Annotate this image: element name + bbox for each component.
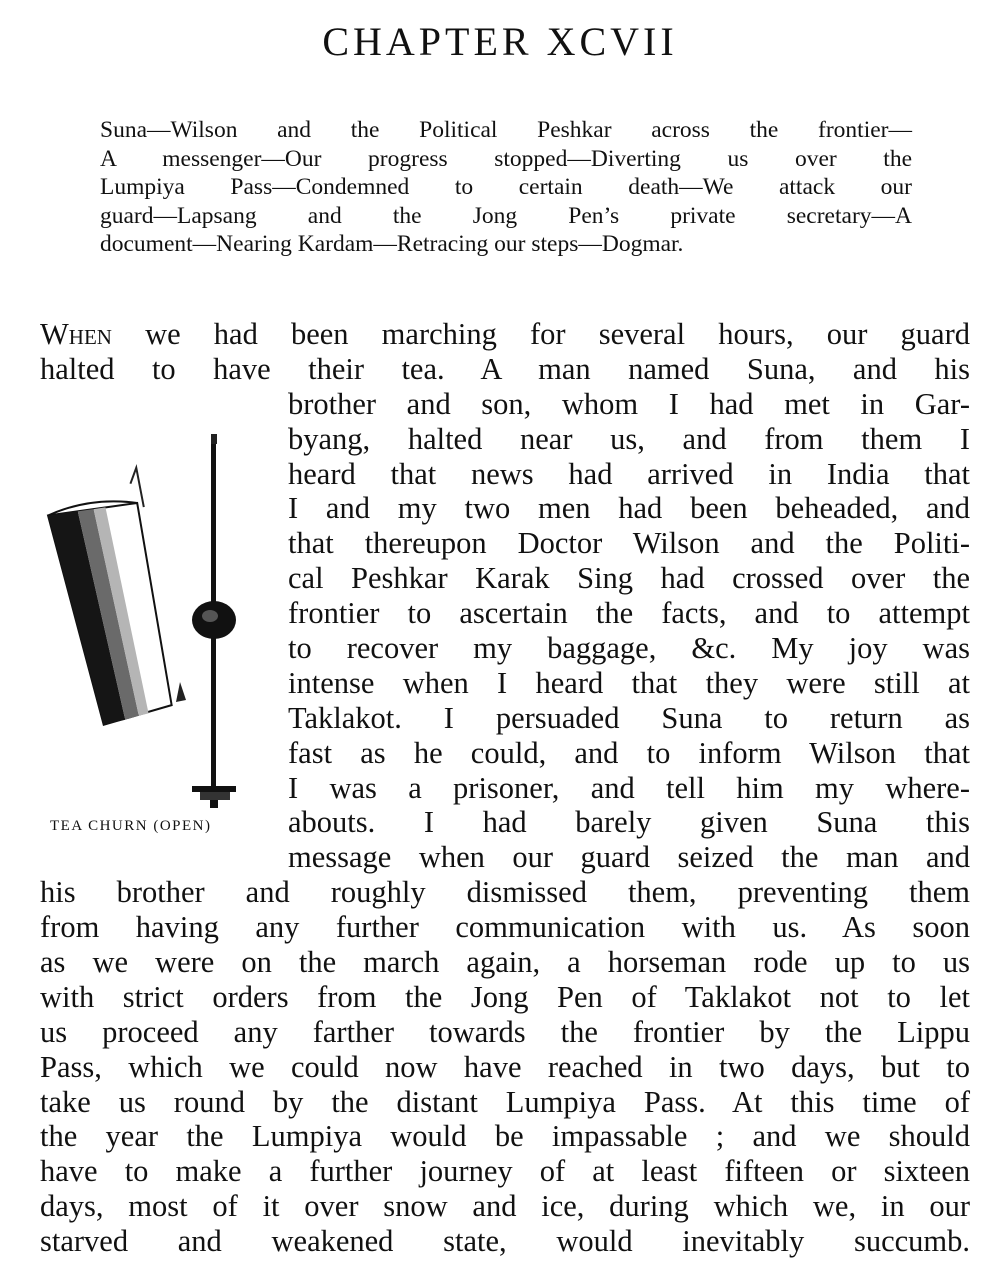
text-line: brother and son, whom I had met in Gar- — [288, 386, 970, 421]
text-line: message when our guard seized the man and — [288, 840, 970, 875]
synopsis-line: Suna—Wilson and the Political Peshkar across the frontier— — [100, 117, 912, 143]
chapter-synopsis — [100, 116, 912, 259]
text-line: cal Peshkar Karak Sing had crossed over the — [288, 561, 970, 596]
figure-caption: TEA CHURN (OPEN) — [50, 818, 212, 834]
text-line: abouts. I had barely given Suna this — [288, 805, 970, 840]
text-line: from having any further communication with us. As soon — [40, 910, 970, 945]
synopsis-line: document—Nearing Kardam—Retracing our steps—Dogmar. — [100, 231, 684, 257]
text-line: take us round by the distant Lumpiya Pass. At this time of — [40, 1084, 970, 1119]
text-line: byang, halted near us, and from them I — [288, 421, 970, 456]
chapter-title: CHAPTER XCVII — [322, 19, 678, 64]
body-paragraph — [40, 317, 970, 1259]
text-line: heard that news had arrived in India that — [288, 456, 970, 491]
text-line: to recover my baggage, &c. My joy was — [288, 631, 970, 666]
text-line: I was a prisoner, and tell him my where- — [288, 770, 970, 805]
text-line: Taklakot. I persuaded Suna to return as — [288, 700, 970, 735]
text-line-content: we had been marching for several hours, our guard — [111, 317, 970, 351]
synopsis-line: A messenger—Our progress stopped—Diverting us over the — [100, 145, 912, 172]
text-line: that thereupon Doctor Wilson and the Politi- — [288, 526, 970, 561]
text-line: days, most of it over snow and ice, during which we, in our — [40, 1189, 970, 1224]
text-line: the year the Lumpiya would be impassable ; and we should — [40, 1119, 970, 1154]
text-line: us proceed any farther towards the frontier by the Lippu — [40, 1014, 970, 1049]
text-line: starved and weakened state, would inevitably succumb. — [40, 1224, 970, 1259]
text-line: intense when I heard that they were still at — [288, 665, 970, 700]
text-line: I and my two men had been beheaded, and — [288, 491, 970, 526]
drop-word: When — [40, 317, 112, 351]
text-line: Pass, which we could now have reached in two days, but to — [40, 1049, 970, 1084]
text-line: fast as he could, and to inform Wilson that — [288, 735, 970, 770]
synopsis-line: Lumpiya Pass—Condemned to certain death—We attack our — [100, 174, 912, 200]
text-line: halted to have their tea. A man named Suna, and his — [40, 351, 970, 386]
text-line: have to make a further journey of at least fifteen or sixteen — [40, 1154, 970, 1189]
text-line: his brother and roughly dismissed them, preventing them — [40, 875, 970, 910]
text-line: with strict orders from the Jong Pen of Taklakot not to let — [40, 979, 970, 1014]
text-line: as we were on the march again, a horseman rode up to us — [40, 945, 970, 980]
synopsis-line: guard—Lapsang and the Jong Pen’s private secretary—A — [100, 202, 912, 229]
text-line — [40, 317, 970, 352]
text-line: frontier to ascertain the facts, and to attempt — [288, 596, 970, 631]
